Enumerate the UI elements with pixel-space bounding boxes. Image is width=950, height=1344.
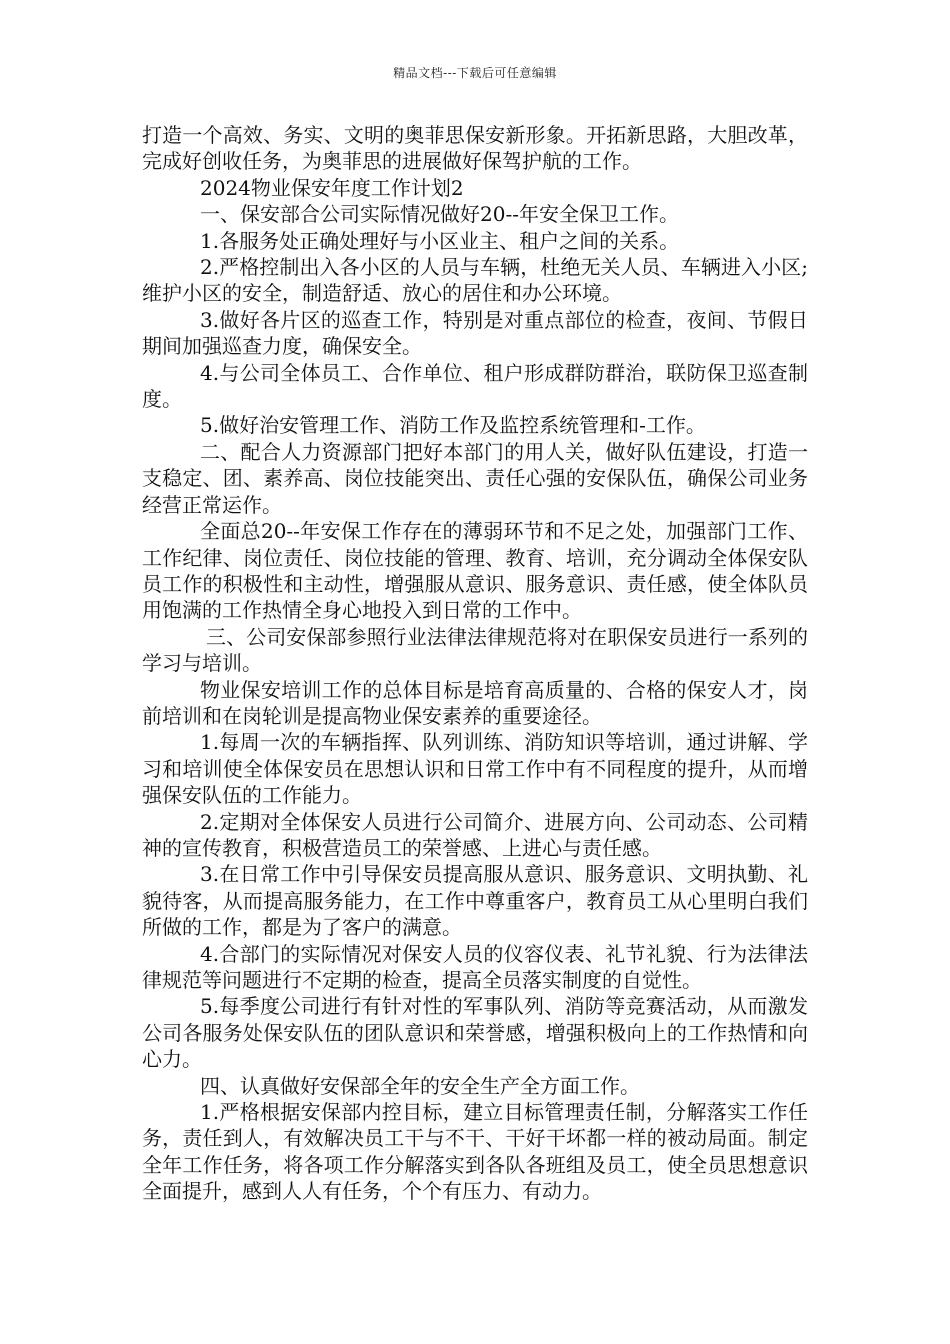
paragraph: 打造一个高效、务实、文明的奥菲思保安新形象。开拓新思路，大胆改革，完成好创收任务，为奥菲思的进展做好保驾护航的工作。 [142,123,808,174]
paragraph: 1.每周一次的车辆指挥、队列训练、消防知识等培训，通过讲解、学习和培训使全体保安员在思想认识和日常工作中有不同程度的提升，从而增强保安队伍的工作能力。 [142,730,808,808]
paragraph: 全面总20--年安保工作存在的薄弱环节和不足之处，加强部门工作、工作纪律、岗位责任、岗位技能的管理、教育、培训，充分调动全体保安队员工作的积极性和主动性，增强服从意识、服务意识、责任感，使全体队员用饱满的工作热情全身心地投入到日常的工作中。 [142,519,808,623]
paragraph: 四、认真做好安保部全年的安全生产全方面工作。 [200,1073,640,1098]
paragraph: 5.每季度公司进行有针对性的军事队列、消防等竞赛活动，从而激发公司各服务处保安队伍的团队意识和荣誉感，增强积极向上的工作热情和向心力。 [142,994,808,1072]
paragraph: 物业保安培训工作的总体目标是培育高质量的、合格的保安人才，岗前培训和在岗轮训是提高物业保安素养的重要途径。 [142,677,808,728]
paragraph: 1.各服务处正确处理好与小区业主、租户之间的关系。 [200,228,680,253]
page-header: 精品文档---下载后可任意编辑 [393,66,557,80]
paragraph: 二、配合人力资源部门把好本部门的用人关，做好队伍建设，打造一支稳定、团、素养高、岗位技能突出、责任心强的安保队伍，确保公司业务经营正常运作。 [142,439,808,517]
paragraph: 4.与公司全体员工、合作单位、租户形成群防群治，联防保卫巡查制度。 [142,360,808,412]
paragraph: 4.合部门的实际情况对保安人员的仪容仪表、礼节礼貌、行为法律法律规范等问题进行不定期的检查，提高全员落实制度的自觉性。 [142,941,808,992]
document-body [142,122,808,1205]
paragraph: 一、保安部合公司实际情况做好20--年安全保卫工作。 [200,202,679,227]
paragraph: 1.严格根据安保部内控目标，建立目标管理责任制，分解落实工作任务，责任到人，有效解决员工干与不干、干好干坏都一样的被动局面。制定全年工作任务，将各项工作分解落实到各队各班组及员工，使全员思想意识全面提升，感到人人有任务，个个有压力、有动力。 [142,1100,808,1204]
paragraph: 5.做好治安管理工作、消防工作及监控系统管理和-工作。 [200,413,706,438]
paragraph: 2.严格控制出入各小区的人员与车辆，杜绝无关人员、车辆进入小区;维护小区的安全，制造舒适、放心的居住和办公环境。 [142,255,808,306]
paragraph: 2.定期对全体保安人员进行公司简介、进展方向、公司动态、公司精神的宣传教育，积极营造员工的荣誉感、上进心与责任感。 [142,809,808,860]
section-heading: 2024物业保安年度工作计划2 [200,175,464,200]
paragraph: 3.在日常工作中引导保安员提高服从意识、服务意识、文明执勤、礼貌待客，从而提高服务能力，在工作中尊重客户，教育员工从心里明白我们所做的工作，都是为了客户的满意。 [142,862,808,940]
paragraph: 3.做好各片区的巡查工作，特别是对重点部位的检查，夜间、节假日期间加强巡查力度，确保安全。 [142,307,808,359]
paragraph: 三、公司安保部参照行业法律法律规范将对在职保安员进行一系列的学习与培训。 [142,624,808,676]
